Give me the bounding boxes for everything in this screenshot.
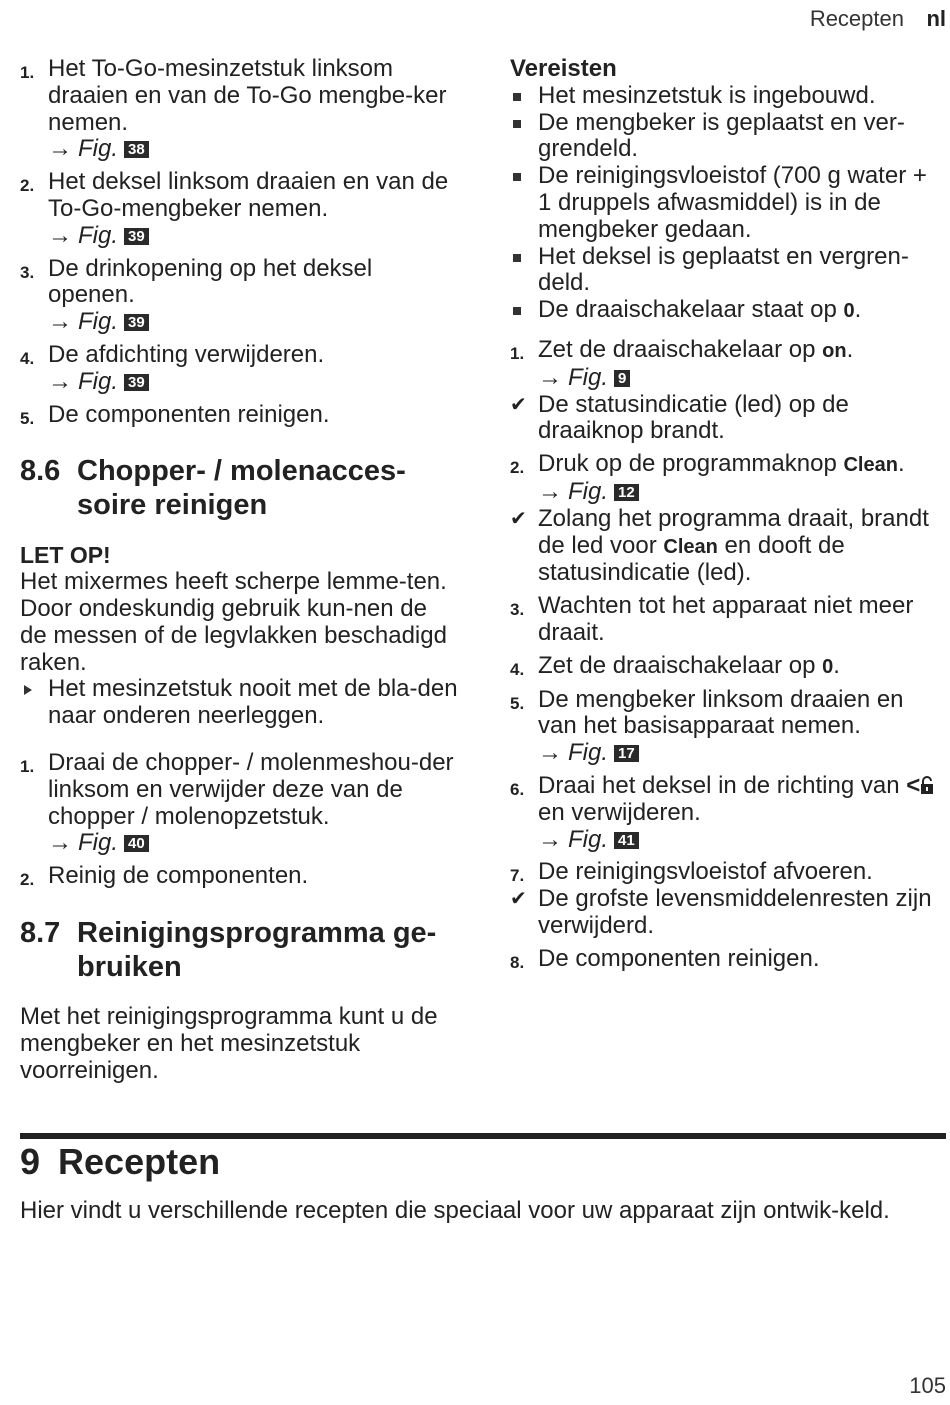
step-number: 2. (20, 176, 35, 196)
step-text: De drinkopening op het deksel openen. (48, 254, 373, 309)
result-item: ✔ De grofste levensmiddelenresten zijn verwijderd. (510, 885, 932, 939)
checkmark-icon: ✔ (510, 393, 527, 416)
step-number: 3. (510, 600, 525, 620)
step-text: De componenten reinigen. (48, 400, 330, 428)
square-bullet-icon (513, 307, 521, 315)
section-title: Chopper- / molenacces-soire reinigen (77, 455, 406, 522)
step-number: 1. (20, 756, 35, 776)
list-item: 8. De componenten reinigen. (510, 946, 946, 973)
figure-reference: → Fig. 17 (538, 740, 946, 767)
triangle-bullet-icon (24, 685, 32, 695)
step-text: De afdichting verwijderen. (48, 340, 325, 368)
chapter-heading (20, 1141, 220, 1183)
figure-badge: 39 (124, 374, 149, 391)
control-label: Clean (843, 454, 898, 477)
result-item: ✔ Zolang het programma draait, brandt de led voor Clean en dooft de statusindicatie (led). (510, 504, 929, 587)
result-item: ✔ De statusindicatie (led) op de draaiknop brandt. (510, 390, 849, 445)
section-title: Reinigingsprogramma ge-bruiken (77, 916, 437, 983)
list-item (20, 750, 460, 857)
running-header-section: Recepten (809, 6, 904, 31)
step-number: 5. (20, 408, 35, 428)
warning-text: Het mixermes heeft scherpe lemme-ten. Door ondeskundig gebruik kun-nen de de messen of de legvlakken beschadigd raken. (20, 568, 447, 676)
page-number: 105 (909, 1373, 946, 1398)
step-number: 6. (510, 779, 525, 799)
figure-reference: → Fig. 41 (538, 827, 946, 854)
list-item (20, 863, 460, 890)
step-text: Reinig de componenten. (48, 862, 309, 890)
step-number: 3. (20, 262, 35, 282)
prerequisite-item: Het deksel is geplaatst en vergren-deld. (510, 244, 946, 298)
figure-badge: 38 (124, 141, 149, 158)
arrow-icon: → (48, 829, 72, 857)
step-number: 2. (20, 870, 35, 890)
arrow-icon: → (538, 825, 562, 853)
checkmark-icon: ✔ (510, 888, 527, 911)
figure-badge: 40 (124, 835, 149, 852)
warning-action: Het mesinzetstuk nooit met de bla-den naar onderen neerleggen. (20, 676, 460, 730)
prerequisite-item: De draaischakelaar staat op 0. (510, 297, 946, 325)
figure-reference: → Fig. 39 (48, 369, 460, 396)
list-item: 5. De mengbeker linksom draaien en van het basisapparaat nemen. → Fig. 17 (510, 687, 946, 767)
section-intro-text: Met het reinigingsprogramma kunt u de mengbeker en het mesinzetstuk voorreinigen. (20, 1002, 438, 1084)
running-header-language: nl (926, 6, 946, 31)
list-item: 6. Draai het deksel in de richting van < en verwijderen. → Fig. 41 (510, 773, 946, 853)
section-number: 8.7 (20, 916, 61, 949)
arrow-icon: → (48, 135, 72, 163)
left-column (20, 56, 460, 1084)
square-bullet-icon (513, 93, 521, 101)
square-bullet-icon (513, 120, 521, 128)
prerequisites-title: Vereisten (510, 55, 617, 82)
list-item: 2. Druk op de programmaknop Clean. → Fig. 12 (510, 451, 946, 506)
checkmark-icon: ✔ (510, 507, 527, 530)
section-number: 8.6 (20, 455, 61, 488)
figure-reference: → Fig. 40 (48, 830, 460, 857)
section-heading-8-7 (20, 916, 460, 984)
arrow-icon: → (538, 363, 562, 391)
control-label: Clean (663, 535, 718, 558)
figure-badge: 39 (124, 314, 149, 331)
figure-badge: 17 (614, 745, 639, 762)
step-number: 7. (510, 866, 525, 886)
arrow-icon: → (538, 477, 562, 505)
chapter-intro-text: Hier vindt u verschillende recepten die speciaal voor uw apparaat zijn ontwik-keld. (20, 1197, 890, 1224)
figure-badge: 41 (614, 832, 639, 849)
figure-badge: 9 (614, 370, 630, 387)
control-label: 0 (822, 655, 834, 678)
warning-title: LET OP! (20, 542, 111, 569)
prerequisite-item: De mengbeker is geplaatst en ver-grendeld. (510, 110, 946, 164)
list-item (20, 56, 460, 163)
control-label: on (822, 339, 847, 362)
step-number: 1. (510, 343, 525, 363)
list-item: 1. Zet de draaischakelaar op on. → Fig. 9 (510, 337, 946, 392)
section-heading-8-6 (20, 454, 460, 522)
list-item: 3. Wachten tot het apparaat niet meer draait. (510, 592, 914, 646)
figure-reference: → Fig. 39 (48, 309, 460, 336)
chapter-divider (20, 1133, 946, 1139)
list-item: 7. De reinigingsvloeistof afvoeren. (510, 859, 946, 886)
arrow-icon: → (538, 739, 562, 767)
list-item (20, 342, 460, 396)
square-bullet-icon (513, 254, 521, 262)
step-text: Het deksel linksom draaien en van de To-Go-mengbeker nemen. (48, 168, 449, 222)
figure-reference: → Fig. 9 (538, 365, 946, 392)
prerequisite-item: Het mesinzetstuk is ingebouwd. (510, 83, 946, 110)
step-text: Draai de chopper- / molenmeshou-der linksom en verwijder deze van de chopper / molenopzetstuk. (48, 748, 454, 830)
step-number: 5. (510, 693, 525, 713)
arrow-icon: → (48, 221, 72, 249)
step-number: 8. (510, 952, 525, 972)
figure-badge: 39 (124, 228, 149, 245)
figure-reference: → Fig. 12 (538, 479, 946, 506)
arrow-icon: → (48, 367, 72, 395)
square-bullet-icon (513, 173, 521, 181)
figure-reference: → Fig. 38 (48, 136, 460, 163)
unlock-direction-icon: < (906, 772, 934, 799)
control-label: 0 (843, 300, 855, 323)
step-text: Het To-Go-mesinzetstuk linksom draaien en van de To-Go mengbe-ker nemen. (48, 55, 447, 136)
right-column (510, 56, 946, 973)
step-number: 4. (20, 348, 35, 368)
figure-badge: 12 (614, 484, 639, 501)
chapter-title: Recepten (58, 1141, 221, 1182)
step-number: 2. (510, 458, 525, 478)
list-item (20, 169, 460, 249)
step-number: 4. (510, 659, 525, 679)
list-item (20, 256, 460, 336)
list-item (20, 402, 460, 429)
arrow-icon: → (48, 308, 72, 336)
step-number: 1. (20, 63, 35, 82)
prerequisite-item: De reinigingsvloeistof (700 g water + 1 druppels afwasmiddel) is in de mengbeker gedaan. (510, 163, 946, 243)
chapter-number: 9 (20, 1141, 41, 1182)
list-item: 4. Zet de draaischakelaar op 0. (510, 653, 946, 681)
figure-reference: → Fig. 39 (48, 223, 460, 250)
